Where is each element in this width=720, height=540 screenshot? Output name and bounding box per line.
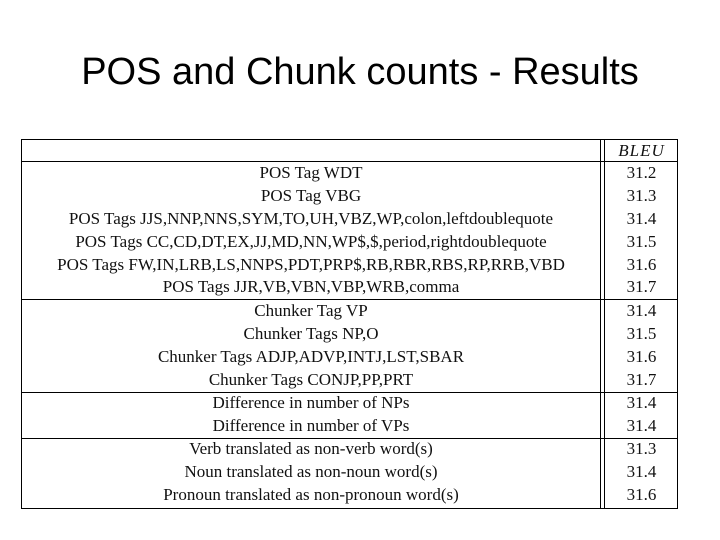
chunker-tags-group bbox=[22, 300, 677, 393]
feature-cell: Chunker Tags NP,O bbox=[243, 323, 379, 343]
bleu-cell: 31.6 bbox=[626, 346, 657, 366]
table-row bbox=[22, 484, 677, 507]
bleu-cell: 31.4 bbox=[626, 301, 657, 320]
table-row bbox=[22, 392, 677, 415]
table-row bbox=[22, 276, 677, 299]
bleu-cell: 31.4 bbox=[626, 415, 657, 435]
feature-cell: POS Tags JJS,NNP,NNS,SYM,TO,UH,VBZ,WP,colon,leftdoublequote bbox=[68, 208, 554, 228]
bleu-cell: 31.7 bbox=[626, 369, 657, 389]
feature-cell: Chunker Tags ADJP,ADVP,INTJ,LST,SBAR bbox=[157, 346, 465, 366]
feature-cell: Chunker Tags CONJP,PP,PRT bbox=[208, 369, 414, 389]
feature-cell: POS Tag WDT bbox=[259, 163, 363, 182]
feature-cell: POS Tag VBG bbox=[260, 185, 362, 205]
bleu-cell: 31.3 bbox=[626, 439, 657, 458]
bleu-cell: 31.5 bbox=[626, 231, 657, 251]
table-row bbox=[22, 162, 677, 185]
table-row bbox=[22, 369, 677, 392]
feature-cell: Difference in number of NPs bbox=[212, 393, 410, 412]
bleu-cell: 31.6 bbox=[626, 484, 657, 504]
feature-cell: Verb translated as non-verb word(s) bbox=[189, 439, 433, 458]
table-row bbox=[22, 461, 677, 484]
table-header-row bbox=[22, 140, 677, 162]
table-row bbox=[22, 323, 677, 346]
feature-cell: POS Tags CC,CD,DT,EX,JJ,MD,NN,WP$,$,period,rightdoublequote bbox=[75, 231, 547, 251]
translation-group bbox=[22, 438, 677, 507]
feature-cell: Noun translated as non-noun word(s) bbox=[184, 461, 438, 481]
feature-cell: Pronoun translated as non-pronoun word(s) bbox=[163, 484, 459, 504]
bleu-cell: 31.4 bbox=[626, 208, 657, 228]
table-row bbox=[22, 300, 677, 323]
table-row bbox=[22, 231, 677, 254]
feature-cell: Chunker Tag VP bbox=[254, 301, 368, 320]
results-table bbox=[21, 139, 678, 509]
bleu-cell: 31.2 bbox=[626, 163, 657, 182]
bleu-cell: 31.6 bbox=[626, 254, 657, 274]
bleu-cell: 31.4 bbox=[626, 393, 657, 412]
difference-group bbox=[22, 392, 677, 439]
slide-title: POS and Chunk counts - Results bbox=[81, 51, 639, 93]
table-row bbox=[22, 346, 677, 369]
bleu-header: BLEU bbox=[618, 141, 665, 160]
table-row bbox=[22, 254, 677, 277]
table-row bbox=[22, 438, 677, 461]
pos-tags-group bbox=[22, 162, 677, 300]
feature-cell: POS Tags FW,IN,LRB,LS,NNPS,PDT,PRP$,RB,RBR,RBS,RP,RRB,VBD bbox=[57, 254, 565, 274]
feature-cell: POS Tags JJR,VB,VBN,VBP,WRB,comma bbox=[162, 277, 460, 297]
feature-cell: Difference in number of VPs bbox=[212, 415, 410, 435]
bleu-cell: 31.5 bbox=[626, 323, 657, 343]
bleu-cell: 31.3 bbox=[626, 185, 657, 205]
table-row bbox=[22, 415, 677, 438]
bleu-cell: 31.4 bbox=[626, 461, 657, 481]
bleu-cell: 31.7 bbox=[626, 277, 657, 297]
table-row bbox=[22, 185, 677, 208]
table-row bbox=[22, 208, 677, 231]
